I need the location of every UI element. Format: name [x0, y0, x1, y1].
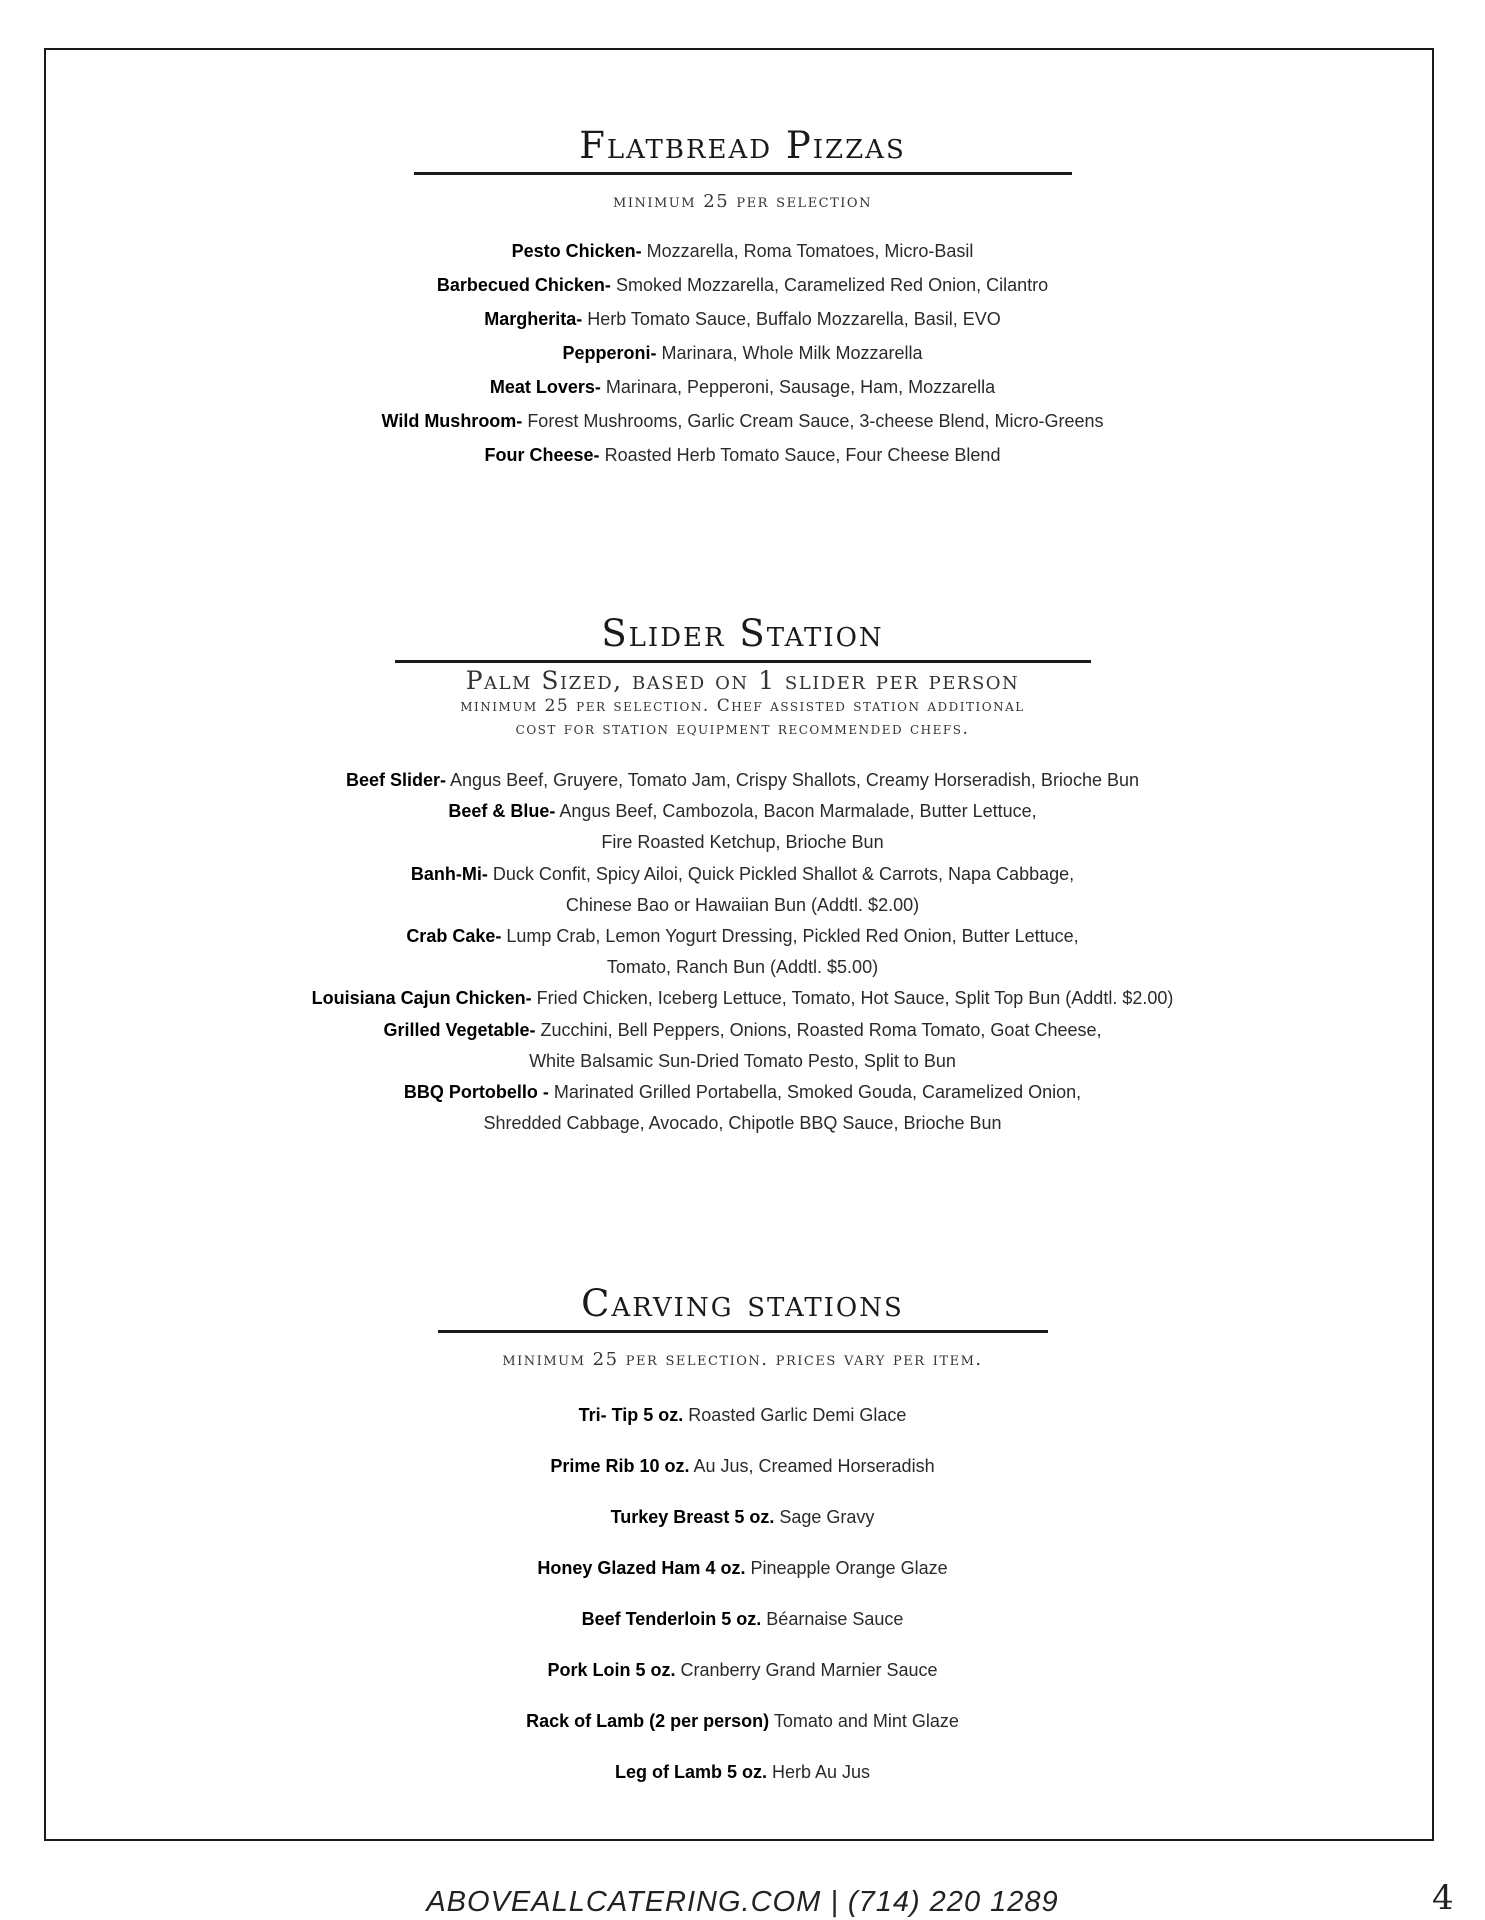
slider-menu-item [0, 1077, 1485, 1108]
item-description: Herb Au Jus [766, 1762, 871, 1782]
item-description: Tomato and Mint Glaze [769, 1711, 959, 1731]
item-description-continued: Fire Roasted Ketchup, Brioche Bun [601, 832, 884, 853]
carving-title: Carving stations [581, 1282, 904, 1325]
flatbread-menu-item [0, 302, 1485, 336]
item-name: Pesto Chicken- [511, 241, 642, 261]
item-description: Marinated Grilled Portabella, Smoked Gouda, Caramelized Onion, [548, 1082, 1082, 1103]
carving-menu-item [0, 1390, 1485, 1441]
item-name: Turkey Breast 5 oz. [610, 1507, 775, 1527]
carving-section [0, 1282, 1485, 1798]
flatbread-menu-item [0, 268, 1485, 302]
item-description-continued: Tomato, Ranch Bun (Addtl. $5.00) [606, 957, 879, 978]
item-name: Louisiana Cajun Chicken- [311, 988, 532, 1009]
carving-menu-item [0, 1492, 1485, 1543]
item-name: BBQ Portobello - [403, 1082, 549, 1103]
item-description: Sage Gravy [774, 1507, 875, 1527]
slider-title-rule [395, 660, 1091, 663]
item-name: Beef & Blue- [448, 801, 556, 822]
item-description: Angus Beef, Cambozola, Bacon Marmalade, Butter Lettuce, [555, 801, 1037, 822]
footer-contact: ABOVEALLCATERING.COM | (714) 220 1289 [426, 1886, 1059, 1918]
item-name: Barbecued Chicken- [436, 275, 611, 295]
item-description-continued: Chinese Bao or Hawaiian Bun (Addtl. $2.00) [565, 894, 920, 915]
carving-menu-item [0, 1543, 1485, 1594]
page-number: 4 [1432, 1878, 1454, 1918]
item-name: Wild Mushroom- [381, 411, 523, 431]
item-description: Duck Confit, Spicy Ailoi, Quick Pickled Shallot & Carrots, Napa Cabbage, [487, 863, 1075, 884]
slider-menu-item [0, 983, 1485, 1014]
slider-menu-item [0, 921, 1485, 952]
item-description: Cranberry Grand Marnier Sauce [675, 1660, 938, 1680]
slider-note-line1: minimum 25 per selection. Chef assisted station additional [460, 696, 1025, 716]
item-name: Four Cheese- [484, 445, 600, 465]
item-description: Béarnaise Sauce [761, 1609, 904, 1629]
slider-subtitle: Palm Sized, based on 1 slider per person [465, 666, 1020, 695]
carving-menu-item [0, 1747, 1485, 1798]
item-name: Grilled Vegetable- [383, 1019, 536, 1040]
item-description-continued: Shredded Cabbage, Avocado, Chipotle BBQ Sauce, Brioche Bun [483, 1113, 1002, 1134]
item-description: Pineapple Orange Glaze [745, 1558, 948, 1578]
slider-menu-item [0, 796, 1485, 827]
item-name: Honey Glazed Ham 4 oz. [537, 1558, 746, 1578]
item-description: Roasted Garlic Demi Glace [683, 1405, 907, 1425]
slider-note-line2: cost for station equipment recommended chefs. [515, 719, 970, 739]
carving-title-rule [438, 1330, 1048, 1333]
item-description-continued: White Balsamic Sun-Dried Tomato Pesto, Split to Bun [529, 1050, 956, 1071]
flatbread-menu-item [0, 438, 1485, 472]
item-description: Roasted Herb Tomato Sauce, Four Cheese Blend [599, 445, 1001, 465]
item-description: Herb Tomato Sauce, Buffalo Mozzarella, Basil, EVO [582, 309, 1001, 329]
slider-menu-item [0, 765, 1485, 796]
item-description: Mozzarella, Roma Tomatoes, Micro-Basil [641, 241, 974, 261]
slider-items [0, 765, 1485, 1139]
slider-menu-item [0, 859, 1485, 890]
flatbread-note: minimum 25 per selection [613, 191, 872, 212]
item-name: Tri- Tip 5 oz. [578, 1405, 684, 1425]
item-name: Beef Slider- [346, 770, 447, 790]
item-name: Banh-Mi- [410, 863, 488, 884]
item-description: Forest Mushrooms, Garlic Cream Sauce, 3-cheese Blend, Micro-Greens [522, 411, 1104, 431]
flatbread-section [0, 124, 1485, 472]
item-name: Meat Lovers- [489, 377, 601, 397]
carving-menu-item [0, 1645, 1485, 1696]
item-name: Beef Tenderloin 5 oz. [581, 1609, 762, 1629]
item-name: Pork Loin 5 oz. [547, 1660, 676, 1680]
slider-section [0, 612, 1485, 1139]
flatbread-menu-item [0, 336, 1485, 370]
item-name: Margherita- [484, 309, 583, 329]
item-description: Marinara, Pepperoni, Sausage, Ham, Mozzarella [600, 377, 996, 397]
carving-items [0, 1390, 1485, 1798]
item-description: Angus Beef, Gruyere, Tomato Jam, Crispy Shallots, Creamy Horseradish, Brioche Bun [446, 770, 1139, 790]
flatbread-items [0, 234, 1485, 472]
slider-title: Slider Station [601, 612, 884, 655]
flatbread-menu-item [0, 404, 1485, 438]
slider-menu-item [0, 1015, 1485, 1046]
carving-menu-item [0, 1696, 1485, 1747]
item-description: Fried Chicken, Iceberg Lettuce, Tomato, Hot Sauce, Split Top Bun (Addtl. $2.00) [531, 988, 1174, 1009]
item-name: Leg of Lamb 5 oz. [614, 1762, 767, 1782]
item-description: Lump Crab, Lemon Yogurt Dressing, Pickled Red Onion, Butter Lettuce, [501, 926, 1079, 947]
flatbread-title-rule [414, 172, 1072, 175]
item-description: Au Jus, Creamed Horseradish [689, 1456, 935, 1476]
item-name: Pepperoni- [562, 343, 657, 363]
carving-menu-item [0, 1594, 1485, 1645]
item-description: Marinara, Whole Milk Mozzarella [656, 343, 923, 363]
carving-menu-item [0, 1441, 1485, 1492]
flatbread-title: Flatbread Pizzas [579, 124, 906, 167]
carving-note: minimum 25 per selection. prices vary per item. [502, 1349, 983, 1370]
flatbread-menu-item [0, 234, 1485, 268]
flatbread-menu-item [0, 370, 1485, 404]
item-description: Smoked Mozzarella, Caramelized Red Onion, Cilantro [610, 275, 1049, 295]
item-name: Crab Cake- [406, 926, 502, 947]
item-name: Rack of Lamb (2 per person) [526, 1711, 770, 1731]
item-description: Zucchini, Bell Peppers, Onions, Roasted Roma Tomato, Goat Cheese, [535, 1019, 1102, 1040]
item-name: Prime Rib 10 oz. [550, 1456, 690, 1476]
